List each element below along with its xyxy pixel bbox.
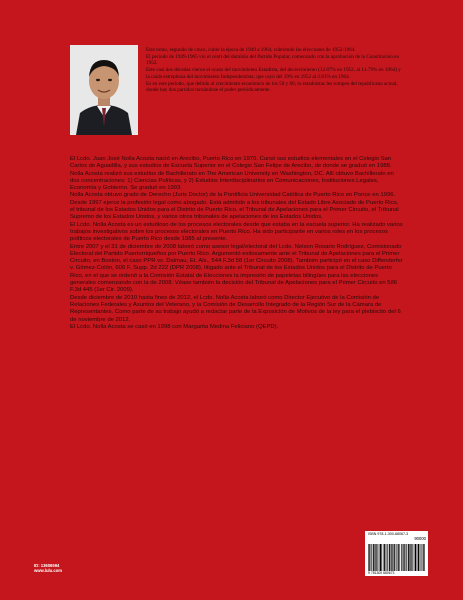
- barcode-bar: [424, 544, 425, 571]
- publisher-website: www.lulu.com: [34, 568, 62, 574]
- barcode-bar: [387, 544, 388, 571]
- barcode-bar: [402, 544, 403, 571]
- barcode-bars: [368, 544, 425, 571]
- barcode-bar: [389, 544, 390, 571]
- barcode-bar: [379, 544, 380, 571]
- author-photo: [70, 45, 138, 135]
- barcode-bar: [417, 544, 418, 571]
- barcode-bar: [384, 544, 385, 571]
- barcode-bar: [392, 544, 393, 571]
- barcode-bar: [423, 544, 424, 571]
- barcode-bar: [423, 544, 424, 571]
- price-code: 90000: [414, 536, 426, 541]
- bio-paragraph: Nolla Acosta realizó sus estudios de Bachillerato en The American University en Washington, DC. Allí obtuvo Bachillerato en dos concentraciones: 1) Ciencias Políticas, y 2) Estudios Interdisciplinarios en Comunicaciones, Instituciones Legales, Economía y Gobierno. Se graduó en 1993.: [70, 170, 394, 192]
- summary-paragraph: Este tomo, segundo de cinco, cubre la época de 1949 a 1964, cubriendo las elecciones de 1952-1964.: [146, 47, 356, 53]
- barcode-bar: [412, 544, 413, 571]
- barcode-bar: [406, 544, 407, 571]
- barcode-bar: [383, 544, 384, 571]
- isbn-barcode: [365, 531, 428, 576]
- barcode-bar: [409, 544, 410, 571]
- summary-paragraph: El periodo de 1949-1965 vio el cenit del dominio del Partido Popular, comenzado con la aprobación de la Constitución en 1952.: [146, 53, 400, 67]
- bio-paragraph: Desde diciembre de 2010 hasta fines de 2012, el Lcdo. Nolla Acosta laboró como Director Ejecutivo de la Comisión de Relaciones Federales y Asuntos del Veterano, y la Comisión de Desarrollo Integrado de la Región Sur de la Cámara de Representantes. Como parte de su trabajo ayudó a redactar parte de la Exposición de Motivos de la ley para el plebiscito del 6 de noviembre de 2012.: [70, 294, 401, 323]
- barcode-bar: [415, 544, 416, 571]
- publisher-info: [34, 563, 62, 574]
- bio-paragraph: El Lcdo. Juan José Nolla Acosta nació en Arecibo, Puerto Rico en 1970. Cursó sus estudios elementales en el Colegio San Carlos de Aguadilla, y sus estudios de Escuela Superior en el Colegio San Felipe de Arecibo, de donde se graduó en 1988.: [70, 156, 392, 170]
- barcode-bar: [391, 544, 392, 571]
- barcode-bar: [414, 544, 415, 571]
- barcode-bar: [373, 544, 374, 571]
- barcode-bar: [418, 544, 419, 571]
- barcode-bar: [375, 544, 376, 571]
- barcode-bar: [418, 544, 419, 571]
- barcode-bar: [394, 544, 395, 571]
- barcode-bar: [376, 544, 377, 571]
- barcode-digits: 9 781300 680673: [368, 571, 395, 575]
- barcode-bar: [381, 544, 382, 571]
- barcode-bar: [404, 544, 405, 571]
- barcode-bar: [394, 544, 395, 571]
- barcode-bar: [377, 544, 378, 571]
- barcode-bar: [398, 544, 399, 571]
- barcode-bar: [368, 544, 369, 571]
- barcode-bar: [411, 544, 412, 571]
- barcode-bar: [380, 544, 381, 571]
- barcode-bar: [399, 544, 400, 571]
- bio-paragraph: Entre 2007 y el 31 de diciembre de 2008 laboró como asesor legal/electoral del Lcdo. Nelson Rosario Rodríguez, Comisionado Electoral del Partido Puertorriqueños por Puerto Rico. Argumentó exitosamente ante el Tribunal de Apelaciones para el Primer Circuito, en Boston, el caso PPR vs. Dalmau, Et. Als., 544 F.3d 58 (1er Circuito 2008). También participó en el caso Diffenderfer v. Gómez-Colón, 606 F. Supp. 2d 222 (DPR 2008), litigado ante el Tribunal de los Estados Unidos para el Distrito de Puerto Rico, en el que se ordenó a la Comisión Estatal de Elecciones la impresión de papeletas bilingües para las elecciones generales comenzando con la de 2008. Véase también la decisión del Tribunal de Apelaciones para el Primer Circuito en 586 F.3d 445 (1er Cir. 2009).: [70, 243, 403, 294]
- barcode-bar: [398, 544, 399, 571]
- bio-paragraph: Nolla Acosta obtuvo grado de Derecho (Juris Doctor) de la Pontificia Universidad Católica de Puerto Rico en Ponce en 1996. Desde 1997 ejerce la profesión legal como abogado. Está admitido a los tribunales del Estado Libre Asociado de Puerto Rico, el tribunal de los Estados Unidos para el Distrito de Puerto Rico, el Tribunal de Apelaciones para el Primer Circuito, el Tribunal Supremo de los Estados Unidos, y varios otros tribunales de apelaciones de los Estados Unidos.: [70, 192, 399, 221]
- barcode-bar: [401, 544, 402, 571]
- bio-paragraph: El Lcdo. Nolla Acosta se casó en 1998 con Margarita Medina Feliciano (QEPD).: [70, 323, 279, 330]
- summary-paragraph: Es en este período, que debido al crecimiento económico de los 50 y 60, lo estadoistas les rompen del republicano actual, donde hay dos partidos turnándose el poder periódicamente.: [146, 80, 398, 94]
- barcode-bar: [370, 544, 371, 571]
- barcode-bar: [408, 544, 409, 571]
- barcode-bar: [408, 544, 409, 571]
- barcode-bar: [385, 544, 386, 571]
- barcode-bar: [405, 544, 406, 571]
- barcode-bar: [403, 544, 404, 571]
- barcode-bar: [416, 544, 417, 571]
- barcode-bar: [374, 544, 375, 571]
- barcode-bar: [421, 544, 422, 571]
- barcode-bar: [420, 544, 421, 571]
- isbn-number: ISBN 978-1-300-68067-3: [368, 532, 409, 536]
- product-id: ID: 13606594: [34, 563, 60, 568]
- barcode-bar: [386, 544, 387, 571]
- barcode-bar: [391, 544, 392, 571]
- barcode-bar: [380, 544, 381, 571]
- bio-paragraph: El Lcdo. Nolla Acosta es un estudioso de los procesos electorales desde que estaba en la escuela superior. Ha realizado varios trabajos investigativos sobre los procesos electorales en Puerto Rico. Ha sido participante en varios roles en los procesos políticos electorales de Puerto Rico desde 1985 al presente.: [70, 221, 403, 243]
- barcode-bar: [369, 544, 370, 571]
- barcode-bar: [410, 544, 411, 571]
- barcode-bar: [371, 544, 372, 571]
- barcode-bar: [373, 544, 374, 571]
- summary-paragraph: Este casi dos décadas vieron el ocaso del movimiento Estadista, del decrecimiento (12.87% en 1952, al 14.79% en 1964) y la caída estrepitosa del movimiento Independentista, que cayó del 19% en 1952 al 2.81% en 1964.: [146, 67, 401, 80]
- author-biography: [70, 156, 404, 331]
- barcode-bar: [397, 544, 398, 571]
- barcode-bar: [389, 544, 390, 571]
- author-portrait-image: [70, 45, 138, 135]
- barcode-bar: [395, 544, 396, 571]
- summary-text: [146, 47, 404, 94]
